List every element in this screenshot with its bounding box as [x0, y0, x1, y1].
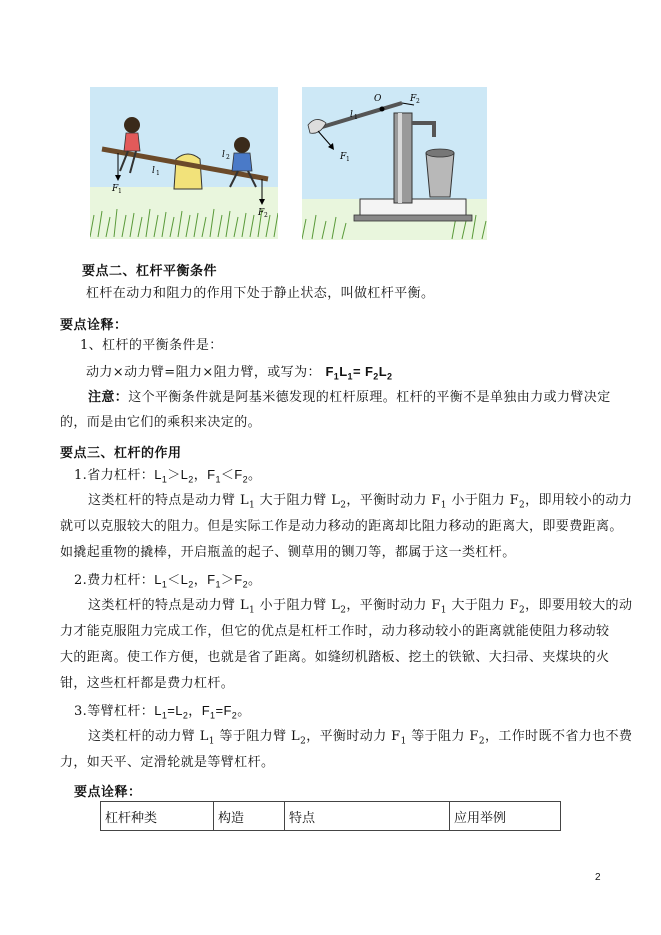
- type1-para-line2: 就可以克服较大的阻力。但是实际工作是动力移动的距离却比阻力移动的距离大，即要费距离。: [60, 519, 623, 534]
- type2-para-line4: 钳，这些杠杆都是费力杠杆。: [60, 676, 235, 691]
- type2-para-line1: 这类杠杆的特点是动力臂 $L_1$ 小于阻力臂 $L_2$，平衡时动力 $F_1$ 大于阻力 $F_2$，即要用较大的动: [88, 598, 633, 616]
- table-header-row: [101, 802, 561, 831]
- header-examples: 应用举例: [450, 802, 561, 831]
- section3-heading: 要点三、杠杆的作用: [60, 446, 182, 461]
- formula-text: 动力×动力臂=阻力×阻力臂，或写为：: [86, 365, 321, 380]
- note-line-2: 的，而是由它们的乘积来决定的。: [60, 415, 262, 430]
- type2-para-line2: 力才能克服阻力完成工作，但它的优点是杠杆工作时，动力移动较小的距离就能使阻力移动较: [60, 624, 610, 639]
- section2-heading: 要点二、杠杆平衡条件: [82, 264, 218, 279]
- type1-relation: $L_1>L_2$，$F_1<F_2$。: [154, 467, 262, 485]
- l2-sub: 2: [226, 154, 230, 161]
- header-structure: 构造: [214, 802, 285, 831]
- note-text-1: 这个平衡条件就是阿基米德发现的杠杆原理。杠杆的平衡不是单独由力或力臂决定: [128, 390, 611, 405]
- seesaw-figure: [90, 87, 278, 239]
- type1-para-line3: 如撬起重物的撬棒，开启瓶盖的起子、铡草用的铡刀等，都属于这一类杠杆。: [60, 545, 516, 560]
- o-label: O: [374, 94, 382, 104]
- type3-text-a: 这类杠杆的动力臂: [88, 729, 196, 744]
- type3-relation: $L_1=L_2$，$F_1=F_2$。: [154, 703, 251, 721]
- type1-text-a: 这类杠杆的特点是动力臂: [88, 493, 236, 508]
- type3-text-c: ，平衡时动力: [306, 729, 387, 744]
- l2-label: l: [222, 150, 225, 160]
- l1-sub: 1: [156, 170, 160, 177]
- pump-illustration: [302, 87, 487, 240]
- pump-f1-label: F: [340, 152, 347, 162]
- type1-text-c: ，平衡时动力: [346, 493, 427, 508]
- type3-para-line2: 力，如天平、定滑轮就是等臂杠杆。: [60, 755, 275, 770]
- pump-l1-sub: 1: [354, 114, 358, 121]
- header-features: 特点: [285, 802, 450, 831]
- note-line-1: [88, 385, 611, 411]
- lever-table: [100, 801, 561, 831]
- pump-f2-label: F: [410, 94, 417, 104]
- header-lever-type: 杠杆种类: [101, 802, 214, 831]
- type2-text-c: ，平衡时动力: [346, 598, 427, 613]
- note-label: 注意：: [88, 390, 129, 405]
- pump-f2-sub: 2: [416, 98, 420, 105]
- l1-label: l: [152, 166, 155, 176]
- type1-label: 1.省力杠杆：: [74, 468, 155, 483]
- f1-sub: 1: [118, 188, 122, 195]
- type2-text-e: ，即要用较大的动: [525, 598, 633, 613]
- type1-text-d: 小于阻力: [451, 493, 506, 508]
- type2-text-a: 这类杠杆的特点是动力臂: [88, 598, 236, 613]
- f2-sub: 2: [264, 212, 268, 219]
- balance-condition-item: 1、杠杆的平衡条件是：: [80, 338, 223, 353]
- formula-expression: $F_1L_1= F_2L_2$: [325, 364, 393, 382]
- pump-f1-sub: 1: [346, 156, 350, 163]
- f1-label: F: [112, 184, 119, 194]
- type1-para-line1: 这类杠杆的特点是动力臂 $L_1$ 大于阻力臂 $L_2$，平衡时动力 $F_1$ 小于阻力 $F_2$，即用较小的动力: [88, 493, 633, 511]
- type3-para-line1: 这类杠杆的动力臂 $L_1$ 等于阻力臂 $L_2$，平衡时动力 $F_1$ 等于阻力 $F_2$，工作时既不省力也不费: [88, 729, 633, 747]
- type3-text-d: 等于阻力: [411, 729, 465, 744]
- type3-text-b: 等于阻力臂: [219, 729, 287, 744]
- page-number: 2: [595, 872, 601, 883]
- pump-l1-label: l: [350, 110, 353, 120]
- type2-para-line3: 大的距离。使工作方便，也就是省了距离。如缝纫机踏板、挖土的铁锨、大扫帚、夹煤块的火: [60, 650, 610, 665]
- type3-label: 3.等臂杠杆：: [74, 704, 155, 719]
- section2-notes-heading: 要点诠释：: [60, 318, 128, 333]
- type1-text-b: 大于阻力臂: [259, 493, 327, 508]
- section2-intro: 杠杆在动力和阻力的作用下处于静止状态，叫做杠杆平衡。: [86, 286, 435, 301]
- seesaw-illustration: [90, 87, 278, 239]
- type2-relation: $L_1<L_2$，$F_1>F_2$。: [154, 572, 262, 590]
- type2-label: 2.费力杠杆：: [74, 573, 155, 588]
- type3-text-e: ，工作时既不省力也不费: [484, 729, 633, 744]
- f2-label: F: [258, 208, 265, 218]
- type2-text-b: 小于阻力臂: [259, 598, 327, 613]
- pump-figure: [302, 87, 487, 240]
- type2-text-d: 大于阻力: [451, 598, 506, 613]
- section3-notes-heading: 要点诠释：: [74, 785, 142, 800]
- type1-text-e: ，即用较小的动力: [525, 493, 633, 508]
